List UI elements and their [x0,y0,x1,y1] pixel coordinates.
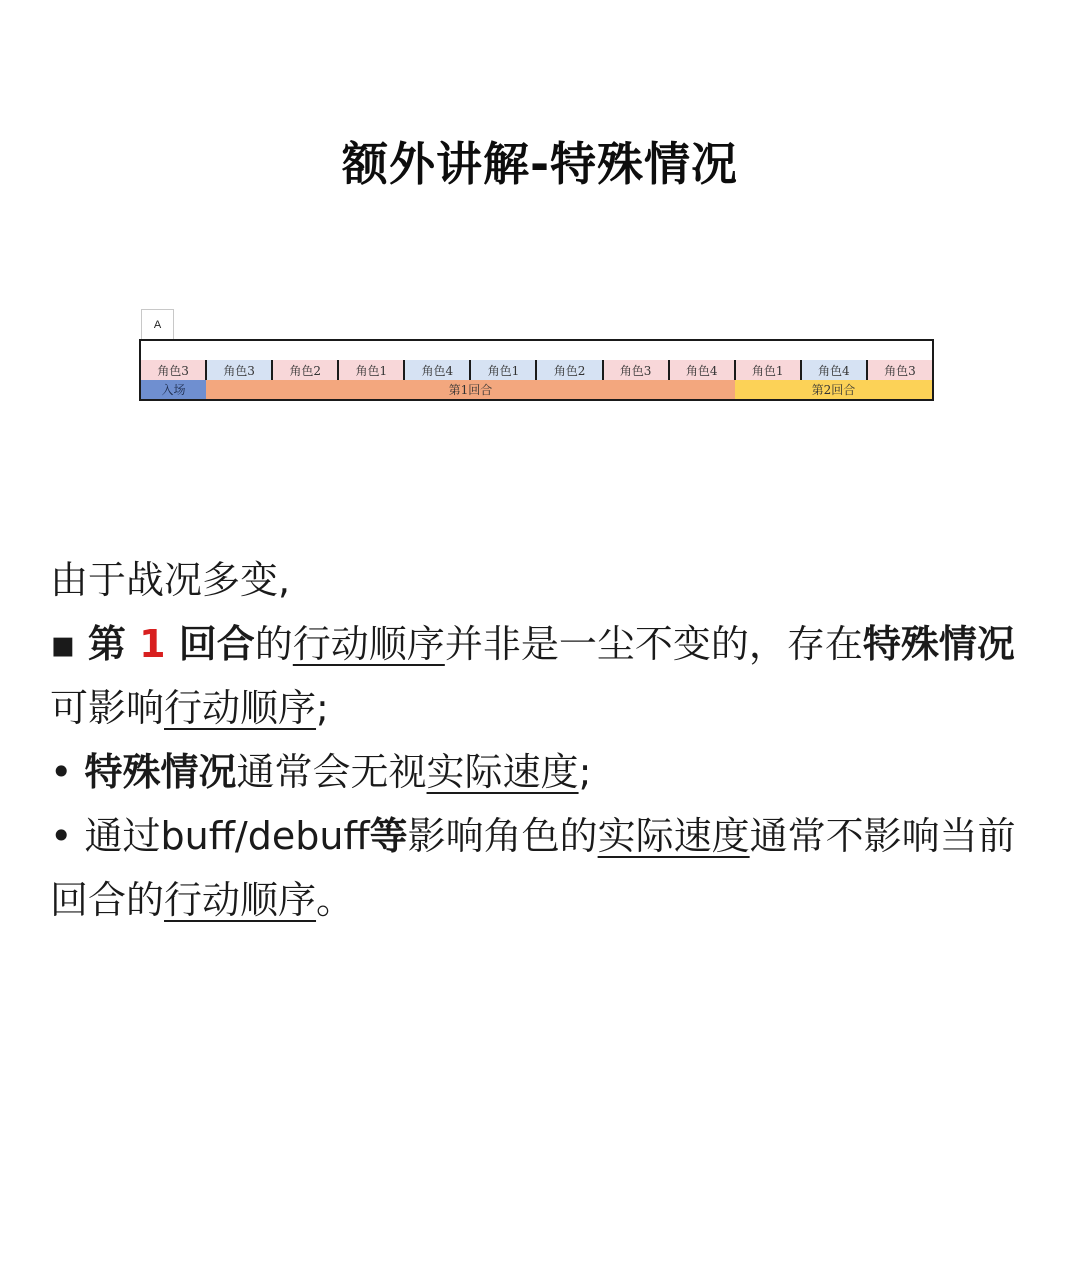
page-title: 额外讲解-特殊情况 [341,137,739,191]
b1-bold-special: 特殊情况 [862,622,1015,666]
order-cell: 角色3 [205,360,271,380]
order-cell: 角色2 [535,360,601,380]
square-bullet-icon: ▪ [50,622,76,666]
dot-bullet-icon: • [50,750,73,794]
b3-underline-1: 实际速度 [597,814,750,858]
bullet-3 [50,804,1040,932]
b2-text: 通常会无视 [236,750,427,794]
b3-bold: 等 [369,814,408,858]
column-header-a: A [141,309,174,339]
intro-line: 由于战况多变, [50,558,291,602]
bullet-1 [50,612,1040,740]
explanation-text [50,548,1040,932]
b3-text: 通过buff/debuff [84,814,370,858]
b3-text: 影响角色的 [407,814,598,858]
b2-bold: 特殊情况 [84,750,237,794]
order-cell: 角色4 [668,360,734,380]
b2-text: ; [578,750,592,794]
b1-underline-1: 行动顺序 [292,622,445,666]
order-cell: 角色4 [403,360,469,380]
turn-order-table [139,339,934,401]
order-cell: 角色1 [734,360,800,380]
order-cell: 角色1 [337,360,403,380]
order-cell: 角色3 [141,360,205,380]
phase-entry: 入场 [141,380,206,399]
phase-round-1: 第1回合 [206,380,735,399]
b3-text: 。 [316,878,355,922]
b3-text: 通常不影响当前回合的 [50,814,1016,922]
order-cell: 角色3 [866,360,932,380]
b2-underline: 实际速度 [426,750,579,794]
b3-underline-2: 行动顺序 [164,878,317,922]
phase-row [141,380,932,399]
b1-text: ; [316,686,329,730]
b1-bold-round-suffix: 回合 [165,622,255,666]
order-cell: 角色3 [602,360,668,380]
phase-round-2: 第2回合 [735,380,932,399]
dot-bullet-icon: • [50,814,73,858]
action-order-row [141,360,932,380]
b1-underline-2: 行动顺序 [164,686,317,730]
b1-text: 的 [254,622,293,666]
b1-text: 并非是一尘不变的，存在 [444,622,863,666]
bullet-2 [50,740,1040,804]
order-cell: 角色1 [469,360,535,380]
b1-text: 可影响 [50,686,165,730]
b1-bold-round: 第 [87,622,140,666]
b1-round-number: 1 [139,622,166,666]
order-cell: 角色4 [800,360,866,380]
order-cell: 角色2 [271,360,337,380]
